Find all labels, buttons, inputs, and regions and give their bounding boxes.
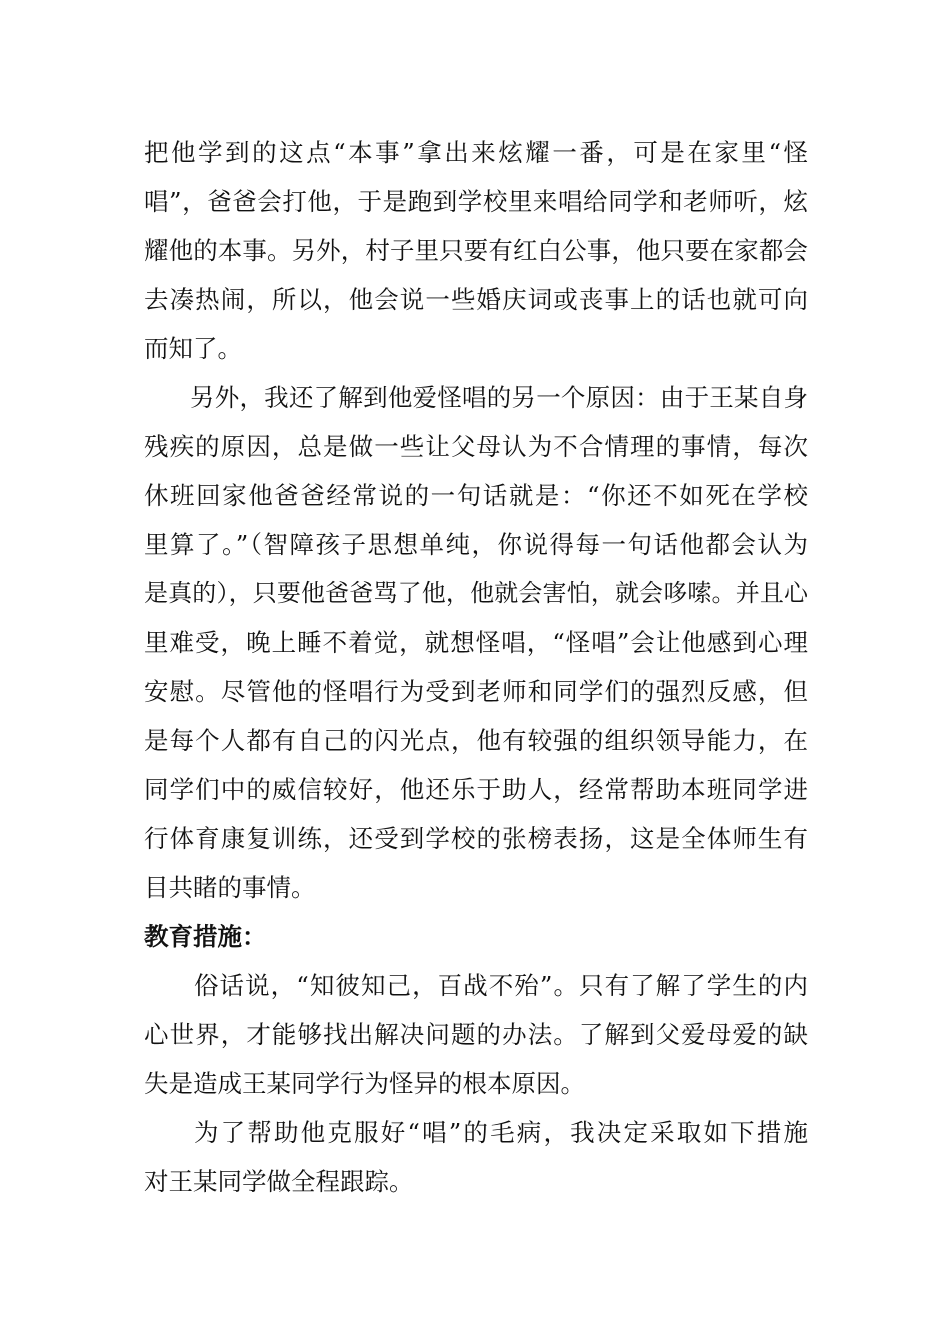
text-line: 心世界，才能够找出解决问题的办法。了解到父爱母爱的缺 [144,1020,808,1049]
text-line: 而知了。 [144,334,242,363]
text-line: 是每个人都有自己的闪光点，他有较强的组织领导能力，在 [144,726,808,755]
text-line: 里难受，晚上睡不着觉，就想怪唱，“怪唱”会让他感到心理 [144,628,808,657]
text-line: 里算了。”（智障孩子思想单纯，你说得每一句话他都会认为 [144,530,808,559]
text-line: 为了帮助他克服好“唱”的毛病，我决定采取如下措施 [194,1118,808,1147]
text-line: 俗话说，“知彼知己，百战不殆”。只有了解了学生的内 [194,971,808,1000]
text-line: 目共睹的事情。 [144,873,316,902]
text-line: 失是造成王某同学行为怪异的根本原因。 [144,1069,585,1098]
text-line: 是真的），只要他爸爸骂了他，他就会害怕，就会哆嗦。并且心 [144,579,808,607]
text-line: 唱”，爸爸会打他，于是跑到学校里来唱给同学和老师听，炫 [144,187,808,216]
document-body [144,128,808,1206]
text-line: 同学们中的威信较好，他还乐于助人，经常帮助本班同学进 [144,775,808,804]
text-line: 行体育康复训练，还受到学校的张榜表扬，这是全体师生有 [144,824,808,853]
text-line: 对王某同学做全程跟踪。 [144,1167,414,1196]
text-line: 安慰。尽管他的怪唱行为受到老师和同学们的强烈反感，但 [144,677,808,706]
text-line: 把他学到的这点“本事”拿出来炫耀一番，可是在家里“怪 [144,138,808,167]
text-line: 另外，我还了解到他爱怪唱的另一个原因：由于王某自身 [190,383,808,412]
text-line: 去凑热闹，所以，他会说一些婚庆词或丧事上的话也就可向 [144,285,808,314]
text-line: 耀他的本事。另外，村子里只要有红白公事，他只要在家都会 [144,236,808,265]
section-heading: 教育措施： [144,922,267,951]
text-line: 休班回家他爸爸经常说的一句话就是：“你还不如死在学校 [144,481,808,510]
text-line: 残疾的原因，总是做一些让父母认为不合情理的事情，每次 [144,432,808,461]
